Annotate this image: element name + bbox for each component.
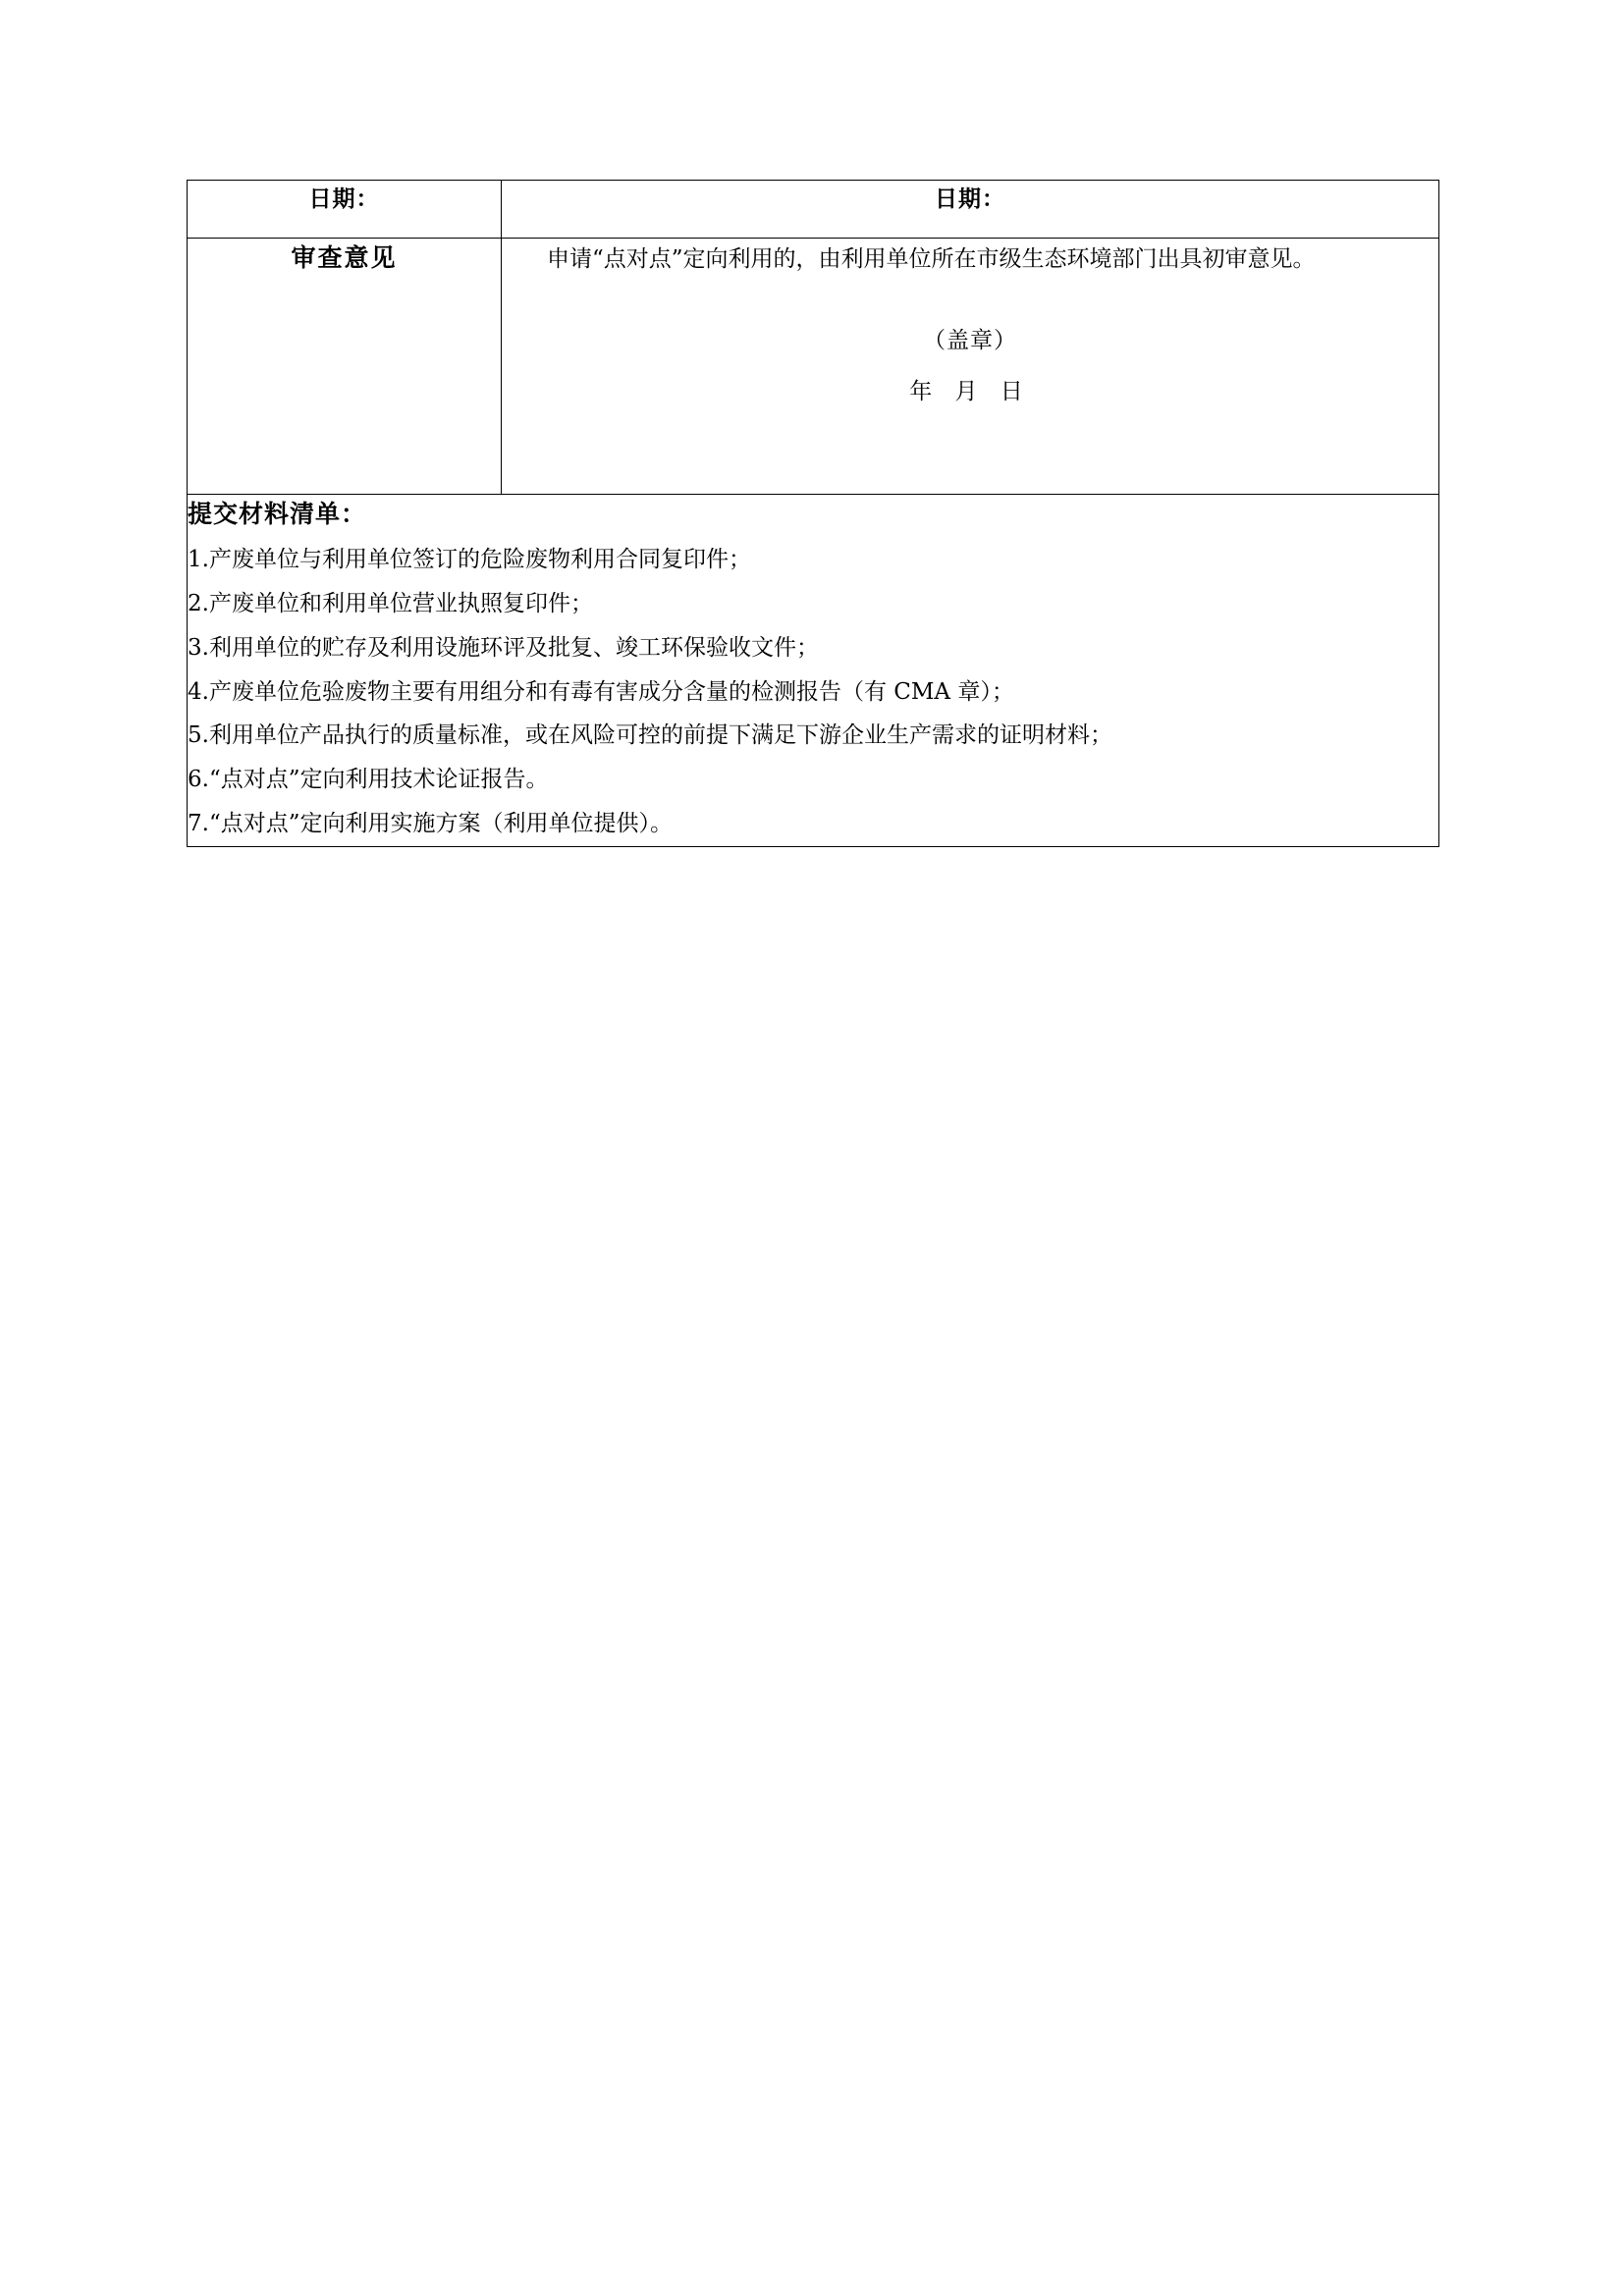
materials-title: 提交材料清单： <box>188 500 367 528</box>
list-item: 3.利用单位的贮存及利用设施环评及批复、竣工环保验收文件； <box>188 634 819 661</box>
date-header-left: 日期： <box>188 181 502 239</box>
list-item: 4.产废单位危验废物主要有用组分和有毒有害成分含量的检测报告（有 CMA 章）； <box>188 678 1014 705</box>
list-item: 5.利用单位产品执行的质量标准，或在风险可控的前提下满足下游企业生产需求的证明材料； <box>188 722 1112 749</box>
review-form-table <box>187 180 1439 847</box>
materials-list <box>188 538 1438 846</box>
materials-checklist <box>188 495 1439 847</box>
date-blank: 年 月 日 <box>909 379 1031 405</box>
list-item: 1.产废单位与利用单位签订的危险废物利用合同复印件； <box>188 547 751 572</box>
seal-mark: （盖章） <box>923 327 1017 353</box>
list-item: 6.“点对点”定向利用技术论证报告。 <box>188 767 549 793</box>
review-opinion-label: 审查意见 <box>188 239 502 495</box>
list-item: 2.产废单位和利用单位营业执照复印件； <box>188 590 593 616</box>
table-row-dates <box>188 181 1439 239</box>
review-opinion-content <box>502 239 1439 495</box>
table-row-review <box>188 239 1439 495</box>
review-paragraph: 申请“点对点”定向利用的，由利用单位所在市级生态环境部门出具初审意见。 <box>547 246 1316 272</box>
date-header-right: 日期： <box>502 181 1439 239</box>
table-row-materials <box>188 495 1439 847</box>
list-item: 7.“点对点”定向利用实施方案（利用单位提供）。 <box>188 811 673 837</box>
